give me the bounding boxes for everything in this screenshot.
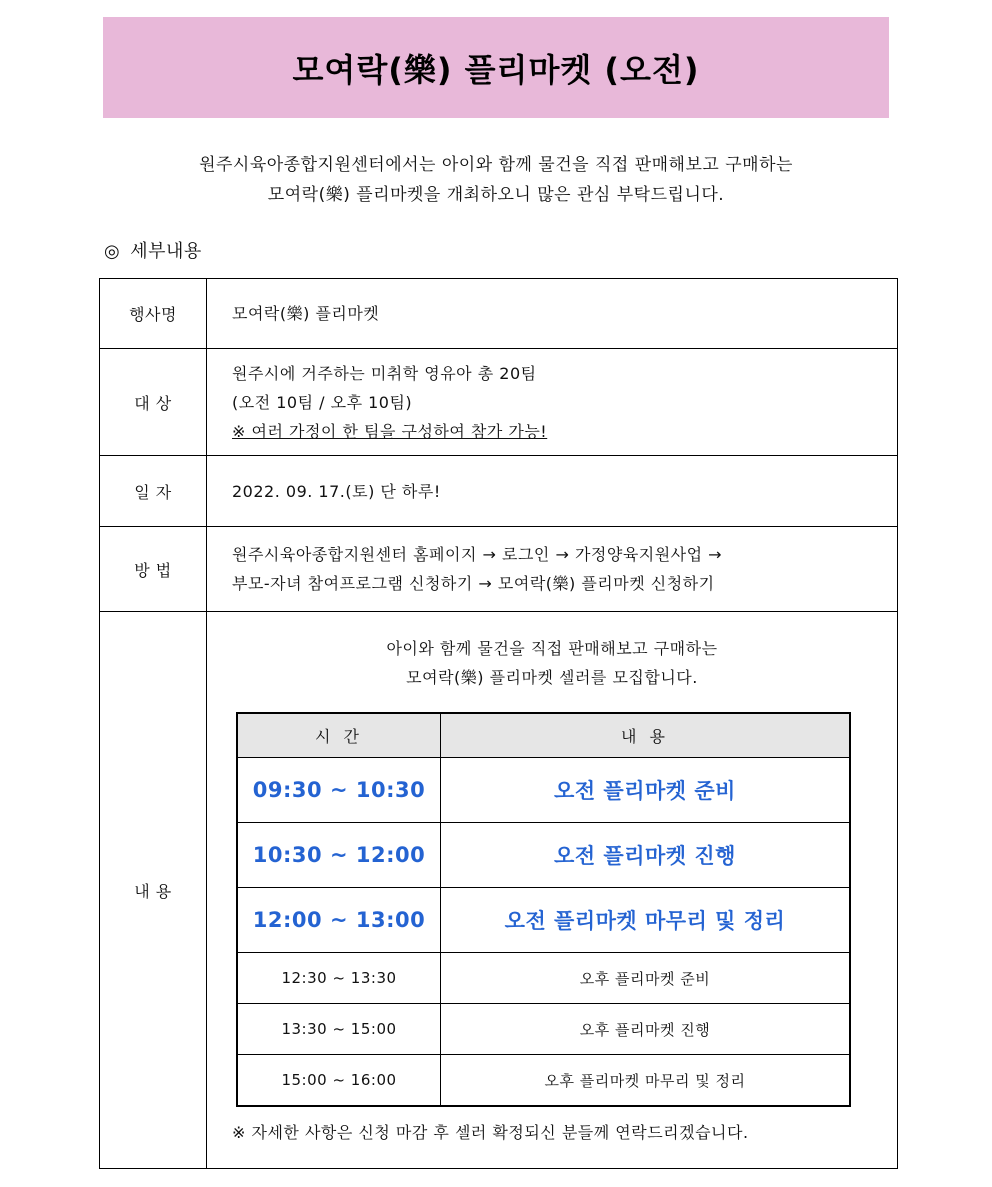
schedule-content: 오후 플리마켓 준비 [441, 953, 851, 1004]
schedule-time: 13:30 ~ 15:00 [237, 1004, 441, 1055]
event-value: 모여락(樂) 플리마켓 [207, 279, 898, 349]
schedule-content: 오후 플리마켓 마무리 및 정리 [441, 1055, 851, 1107]
details-row-method [100, 527, 898, 612]
target-value [207, 349, 898, 456]
intro-line-2: 모여락(樂) 플리마켓을 개최하오니 많은 관심 부탁드립니다. [267, 185, 725, 205]
schedule-time: 15:00 ~ 16:00 [237, 1055, 441, 1107]
schedule-row [237, 758, 850, 823]
content-intro-line-2: 모여락(樂) 플리마켓 셀러를 모집합니다. [406, 668, 698, 687]
schedule-content: 오후 플리마켓 진행 [441, 1004, 851, 1055]
details-table [99, 278, 898, 1169]
content-value [207, 612, 898, 1169]
schedule-content: 오전 플리마켓 진행 [441, 823, 851, 888]
target-label: 대 상 [100, 349, 207, 456]
content-intro [207, 634, 897, 692]
content-note: ※ 자세한 사항은 신청 마감 후 셀러 확정되신 분들께 연락드리겠습니다. [232, 1123, 749, 1142]
schedule-row [237, 1055, 850, 1107]
target-note: ※ 여러 가정이 한 팀을 구성하여 참가 가능! [232, 421, 548, 441]
schedule-row [237, 823, 850, 888]
section-heading [104, 237, 202, 263]
details-row-event [100, 279, 898, 349]
schedule-row [237, 953, 850, 1004]
schedule-time: 12:00 ~ 13:00 [237, 888, 441, 953]
schedule-time: 12:30 ~ 13:30 [237, 953, 441, 1004]
details-row-date [100, 456, 898, 527]
double-circle-icon: ◎ [104, 241, 121, 262]
target-line-1: 원주시에 거주하는 미취학 영유아 총 20팀 [232, 363, 537, 383]
details-row-content [100, 612, 898, 1169]
schedule-header-time: 시 간 [237, 713, 441, 758]
intro-paragraph [0, 150, 992, 210]
content-intro-line-1: 아이와 함께 물건을 직접 판매해보고 구매하는 [386, 639, 718, 658]
schedule-content: 오전 플리마켓 마무리 및 정리 [441, 888, 851, 953]
target-line-3 [232, 417, 897, 446]
schedule-header-row [237, 713, 850, 758]
date-label: 일 자 [100, 456, 207, 527]
schedule-header-content: 내 용 [441, 713, 851, 758]
content-label: 내 용 [100, 612, 207, 1169]
method-value [207, 527, 898, 612]
event-label: 행사명 [100, 279, 207, 349]
method-line-2: 부모-자녀 참여프로그램 신청하기 → 모여락(樂) 플리마켓 신청하기 [232, 574, 715, 593]
schedule-table [236, 712, 851, 1107]
date-value: 2022. 09. 17.(토) 단 하루! [207, 456, 898, 527]
title-banner [103, 17, 889, 118]
method-label: 방 법 [100, 527, 207, 612]
section-title: 세부내용 [130, 241, 202, 262]
schedule-content: 오전 플리마켓 준비 [441, 758, 851, 823]
schedule-row [237, 888, 850, 953]
target-line-2: (오전 10팀 / 오후 10팀) [232, 392, 413, 412]
schedule-time: 09:30 ~ 10:30 [237, 758, 441, 823]
intro-line-1: 원주시육아종합지원센터에서는 아이와 함께 물건을 직접 판매해보고 구매하는 [199, 155, 793, 175]
schedule-time: 10:30 ~ 12:00 [237, 823, 441, 888]
method-line-1: 원주시육아종합지원센터 홈페이지 → 로그인 → 가정양육지원사업 → [232, 545, 723, 564]
page-title: 모여락(樂) 플리마켓 (오전) [292, 50, 700, 89]
schedule-row [237, 1004, 850, 1055]
details-row-target [100, 349, 898, 456]
